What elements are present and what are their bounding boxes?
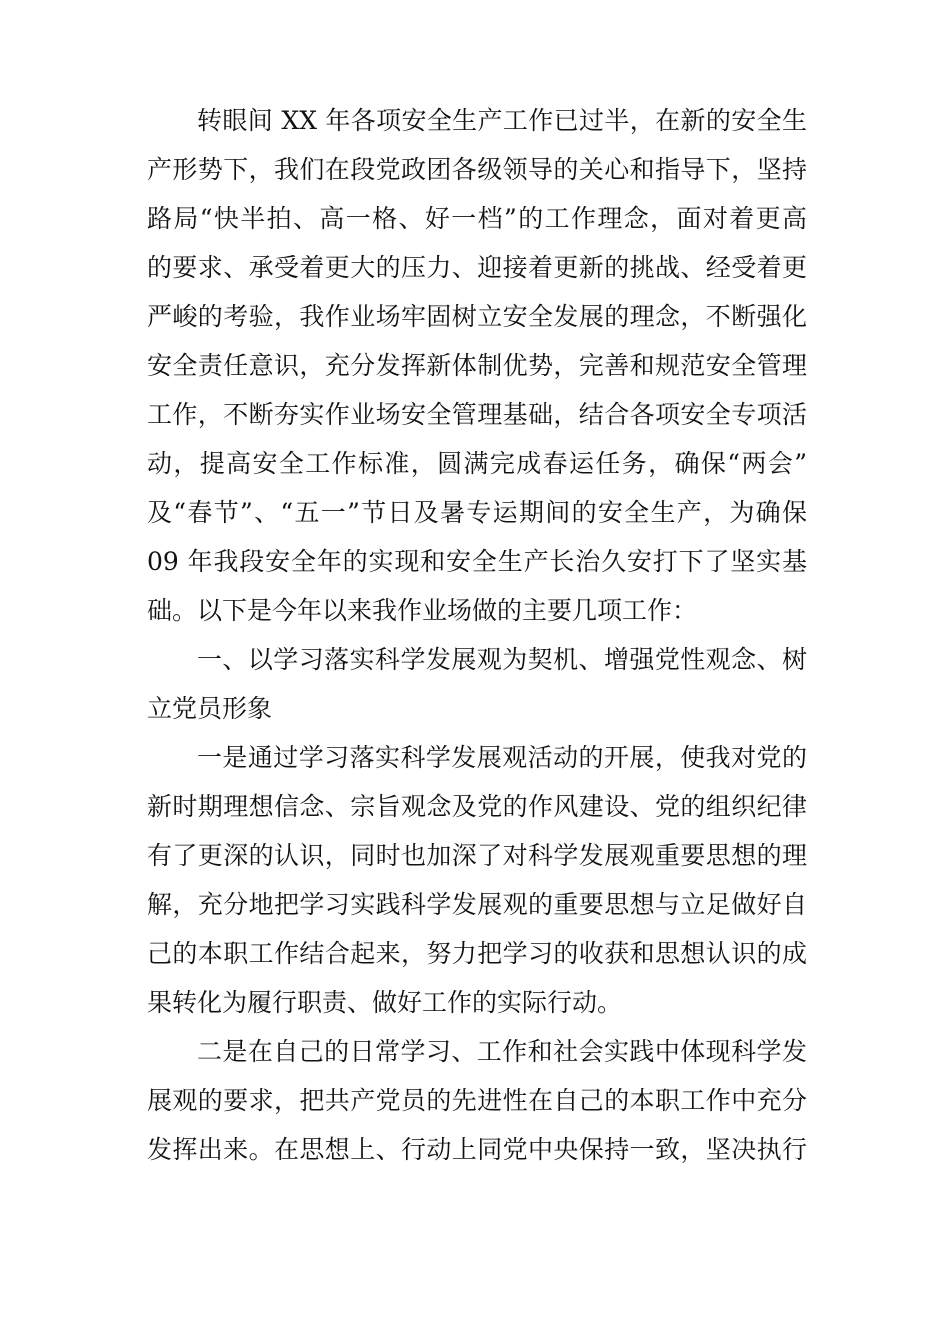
text-line: 的要求、承受着更大的压力、迎接着更新的挑战、经受着更 (147, 253, 807, 282)
paragraph-intro (147, 96, 807, 635)
text-line: 产形势下，我们在段党政团各级领导的关心和指导下，坚持 (147, 155, 807, 184)
section-heading-1 (147, 635, 807, 733)
document-body (147, 96, 807, 1174)
heading-line: 一、以学习落实科学发展观为契机、增强党性观念、树 (197, 645, 807, 674)
text-line: 及“春节”、“五一”节日及暑专运期间的安全生产，为确保 (147, 498, 807, 527)
text-line: 路局“快半拍、高一格、好一档”的工作理念，面对着更高 (147, 204, 807, 233)
text-line: 有了更深的认识，同时也加深了对科学发展观重要思想的理 (147, 841, 807, 870)
paragraph-point-1 (147, 733, 807, 1027)
text-line: 二是在自己的日常学习、工作和社会实践中体现科学发 (197, 1037, 807, 1066)
text-line: 新时期理想信念、宗旨观念及党的作风建设、党的组织纪律 (147, 792, 807, 821)
text-line: 果转化为履行职责、做好工作的实际行动。 (147, 988, 623, 1017)
text-line: 严峻的考验，我作业场牢固树立安全发展的理念，不断强化 (147, 302, 807, 331)
text-line: 己的本职工作结合起来，努力把学习的收获和思想认识的成 (147, 939, 807, 968)
paragraph-point-2 (147, 1027, 807, 1174)
text-line: 发挥出来。在思想上、行动上同党中央保持一致，坚决执行 (147, 1135, 807, 1164)
text-line: 09 年我段安全年的实现和安全生产长治久安打下了坚实基 (147, 547, 807, 576)
text-line: 转眼间 XX 年各项安全生产工作已过半，在新的安全生 (197, 106, 807, 135)
heading-line: 立党员形象 (147, 694, 273, 723)
text-line: 础。以下是今年以来我作业场做的主要几项工作： (147, 596, 698, 625)
text-line: 解，充分地把学习实践科学发展观的重要思想与立足做好自 (147, 890, 807, 919)
text-line: 一是通过学习落实科学发展观活动的开展，使我对党的 (197, 743, 807, 772)
text-line: 展观的要求，把共产党员的先进性在自己的本职工作中充分 (147, 1086, 807, 1115)
text-line: 动，提高安全工作标准，圆满完成春运任务，确保“两会” (147, 449, 807, 478)
text-line: 安全责任意识，充分发挥新体制优势，完善和规范安全管理 (147, 351, 807, 380)
text-line: 工作，不断夯实作业场安全管理基础，结合各项安全专项活 (147, 400, 807, 429)
